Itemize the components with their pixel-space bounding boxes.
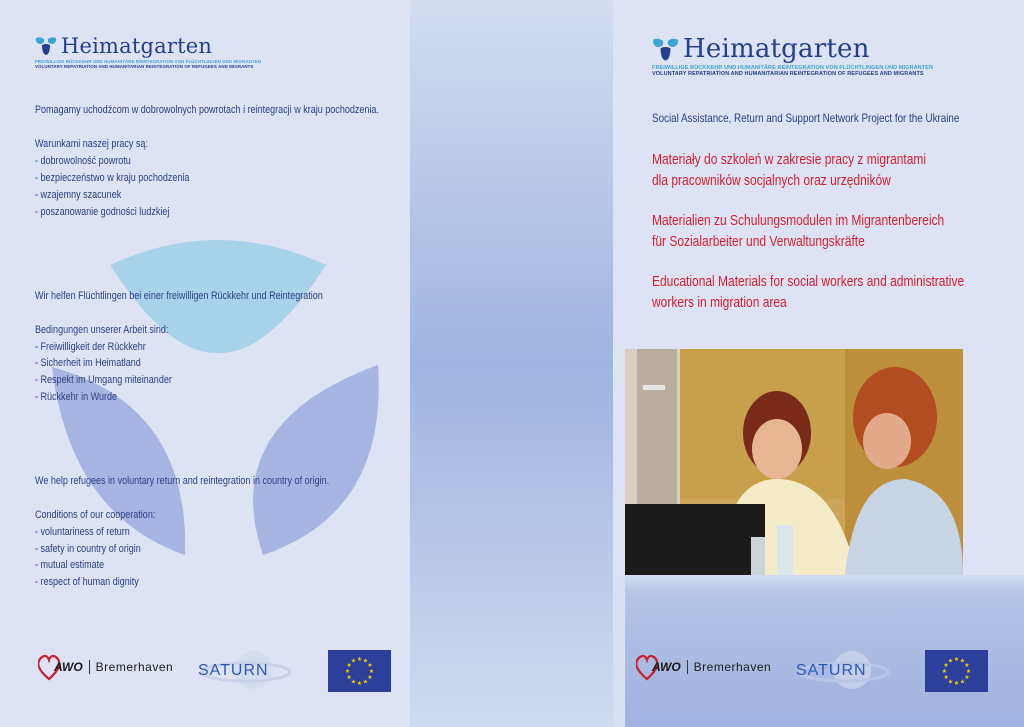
logo-title: Heimatgarten xyxy=(61,34,213,58)
de-title-line: Materialien zu Schulungsmodulen im Migrantenbereich xyxy=(652,212,945,229)
eu-star-icon: ★ xyxy=(953,681,960,687)
awo-logo xyxy=(38,653,173,681)
awo-label: AWO xyxy=(652,660,681,674)
en-item: - safety in country of origin xyxy=(35,543,141,555)
logo-title: Heimatgarten xyxy=(683,34,870,64)
de-item: - Freiwilligkeit der Rückkehr xyxy=(35,341,146,353)
leaf-logo-icon xyxy=(35,36,57,56)
pl-intro: Pomagamy uchodźcom w dobrowolnych powrotach i reintegracji w kraju pochodzenia. xyxy=(35,104,379,116)
eu-star-icon: ★ xyxy=(941,669,948,675)
decorative-leaf-right xyxy=(238,363,383,558)
eu-star-icon: ★ xyxy=(964,663,970,669)
en-heading: Conditions of our cooperation: xyxy=(35,509,156,521)
eu-star-icon: ★ xyxy=(959,679,966,686)
logo-subtitle-en: VOLUNTARY REPATRIATION AND HUMANITARIAN REINTEGRATION OF REFUGEES AND MIGRANTS xyxy=(652,71,924,77)
eu-star-icon: ★ xyxy=(943,663,949,669)
eu-star-icon: ★ xyxy=(356,657,363,663)
en-item: - mutual estimate xyxy=(35,559,105,571)
eu-stars-icon xyxy=(328,650,391,692)
eu-star-icon: ★ xyxy=(943,675,949,681)
heimatgarten-logo xyxy=(35,34,261,69)
saturn-label: SATURN xyxy=(796,662,867,679)
photo-two-women-laptop xyxy=(625,349,963,575)
eu-star-icon: ★ xyxy=(947,679,954,686)
eu-star-icon: ★ xyxy=(350,679,357,686)
pl-item: - wzajemny szacunek xyxy=(35,189,122,201)
de-item: - Sicherheit im Heimatland xyxy=(35,357,141,369)
en-item: - voluntariness of return xyxy=(35,526,130,538)
eu-star-icon: ★ xyxy=(953,657,960,663)
en-item: - respect of human dignity xyxy=(35,576,139,588)
logo-subtitle-en: VOLUNTARY REPATRIATION AND HUMANITARIAN REINTEGRATION OF REFUGEES AND MIGRANTS xyxy=(35,64,254,69)
pl-item: - bezpieczeństwo w kraju pochodzenia xyxy=(35,172,190,184)
de-heading: Bedingungen unserer Arbeit sind: xyxy=(35,324,169,336)
eu-star-icon: ★ xyxy=(964,675,970,681)
pl-title-line: dla pracowników socjalnych oraz urzędników xyxy=(652,172,891,189)
pl-heading: Warunkami naszej pracy są: xyxy=(35,138,148,150)
eu-star-icon: ★ xyxy=(344,669,351,675)
awo-city: Bremerhaven xyxy=(89,660,174,674)
leaf-logo-icon xyxy=(652,37,679,62)
eu-star-icon: ★ xyxy=(362,658,369,665)
saturn-logo xyxy=(196,648,292,694)
de-item: - Rückkehr in Wurde xyxy=(35,391,118,403)
eu-star-icon: ★ xyxy=(362,679,369,686)
eu-star-icon: ★ xyxy=(368,669,375,675)
awo-logo xyxy=(636,653,771,681)
en-title-line: Educational Materials for social workers and administrative xyxy=(652,273,965,290)
pl-item: - dobrowolność powrotu xyxy=(35,155,131,167)
pl-item: - poszanowanie godności ludzkiej xyxy=(35,206,170,218)
heimatgarten-logo xyxy=(652,34,933,77)
photo-illustration xyxy=(625,349,963,575)
logo-subtitle-de: FREIWILLIGE RÜCKKEHR UND HUMANITÄRE REINTEGRATION VON FLÜCHTLINGEN UND MIGRANTEN xyxy=(35,59,261,64)
saturn-label: SATURN xyxy=(198,662,269,679)
de-item: - Respekt im Umgang miteinander xyxy=(35,374,172,386)
eu-star-icon: ★ xyxy=(965,669,972,675)
eu-flag xyxy=(925,650,988,692)
pl-title-line: Materiały do szkoleń w zakresie pracy z migrantami xyxy=(652,151,927,168)
eu-flag xyxy=(328,650,391,692)
awo-city: Bremerhaven xyxy=(687,660,772,674)
logo-subtitle-de: FREIWILLIGE RÜCKKEHR UND HUMANITÄRE REINTEGRATION VON FLÜCHTLINGEN UND MIGRANTEN xyxy=(652,65,934,71)
eu-star-icon: ★ xyxy=(346,663,352,669)
eu-star-icon: ★ xyxy=(959,658,966,665)
saturn-logo xyxy=(794,648,890,694)
project-title: Social Assistance, Return and Support Network Project for the Ukraine xyxy=(652,111,960,125)
eu-star-icon: ★ xyxy=(346,675,352,681)
eu-star-icon: ★ xyxy=(947,658,954,665)
en-intro: We help refugees in voluntary return and reintegration in country of origin. xyxy=(35,475,330,487)
eu-star-icon: ★ xyxy=(367,663,373,669)
left-panel xyxy=(0,0,410,727)
eu-star-icon: ★ xyxy=(356,681,363,687)
center-spine xyxy=(410,0,613,727)
de-intro: Wir helfen Flüchtlingen bei einer freiwilligen Rückkehr und Reintegration xyxy=(35,290,323,302)
eu-star-icon: ★ xyxy=(350,658,357,665)
eu-star-icon: ★ xyxy=(367,675,373,681)
eu-stars-icon xyxy=(925,650,988,692)
en-title-line: workers in migration area xyxy=(652,294,787,311)
de-title-line: für Sozialarbeiter und Verwaltungskräfte xyxy=(652,233,865,250)
awo-label: AWO xyxy=(54,660,83,674)
